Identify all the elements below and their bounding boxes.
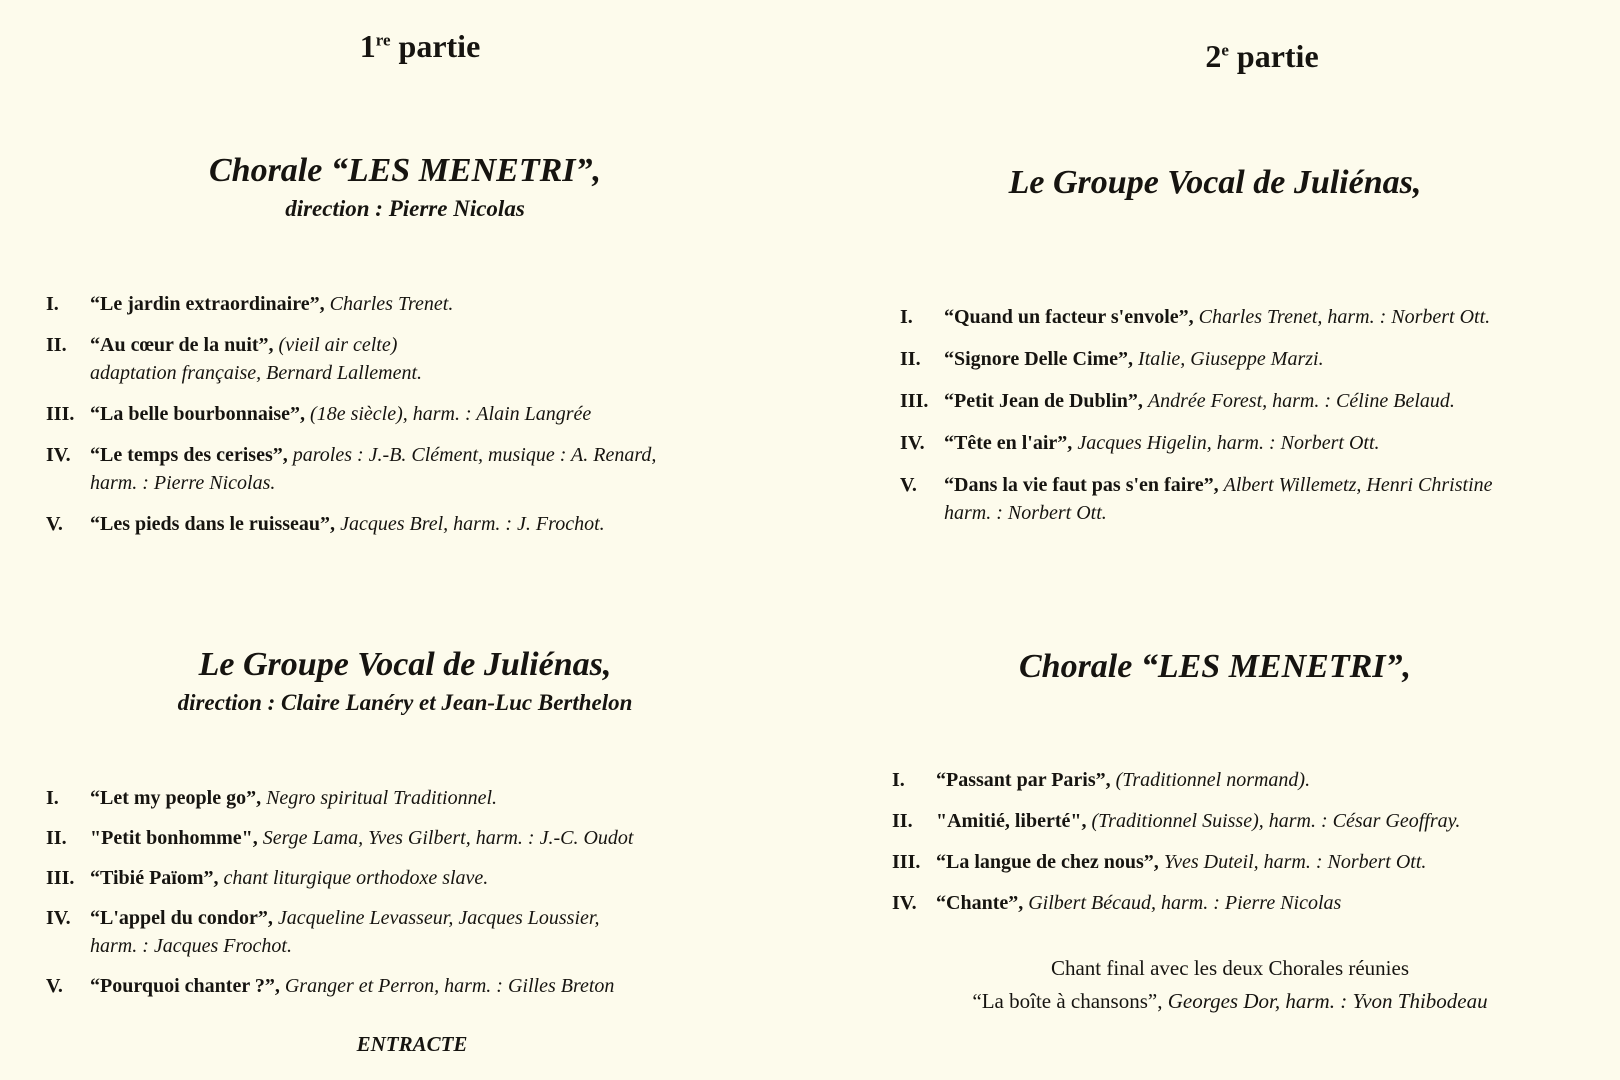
part-one-section-julienas	[0, 646, 810, 716]
program-item: IV. “Chante”, Gilbert Bécaud, harm. : Pierre Nicolas	[892, 892, 1342, 914]
final-song-line: “La boîte à chansons”, Georges Dor, harm. : Yvon Thibodeau	[972, 989, 1488, 1013]
program-item: I. “Passant par Paris”, (Traditionnel normand).	[892, 769, 1311, 791]
program-item: IV. “Le temps des cerises”, paroles : J.-B. Clément, musique : A. Renard, harm. : Pierre Nicolas.	[46, 444, 657, 494]
program-list	[892, 766, 1612, 930]
choir-name: Chorale “LES MENETRI”,	[208, 152, 602, 189]
program-item: V. “Dans la vie faut pas s'en faire”, Albert Willemetz, Henri Christine harm. : Norbert Ott.	[900, 474, 1493, 524]
choir-name: Le Groupe Vocal de Juliénas,	[198, 646, 612, 683]
program-list	[46, 290, 786, 551]
final-song-block	[880, 956, 1580, 1022]
part-one-section-menetri	[0, 152, 810, 222]
program-list	[900, 303, 1610, 541]
part-two-column	[810, 0, 1620, 1080]
choir-name: Le Groupe Vocal de Juliénas,	[1008, 164, 1422, 201]
program-item: I. “Le jardin extraordinaire”, Charles Trenet.	[46, 293, 454, 315]
program-item: I. “Let my people go”, Negro spiritual Traditionnel.	[46, 787, 498, 809]
part-two-section-menetri	[840, 648, 1590, 686]
program-item: V. “Les pieds dans le ruisseau”, Jacques Brel, harm. : J. Frochot.	[46, 513, 605, 535]
part-one-title: 1re partie	[359, 28, 481, 64]
program-item: III. “Tibié Païom”, chant liturgique orthodoxe slave.	[46, 867, 489, 889]
program-item: III. “La langue de chez nous”, Yves Duteil, harm. : Norbert Ott.	[892, 851, 1427, 873]
final-song-heading: Chant final avec les deux Chorales réunies	[1050, 956, 1410, 980]
entracte-label: ENTRACTE	[356, 1032, 468, 1056]
part-two-section-julienas	[840, 164, 1590, 202]
part-two-title: 2e partie	[1205, 38, 1319, 74]
program-item: IV. “Tête en l'air”, Jacques Higelin, harm. : Norbert Ott.	[900, 432, 1380, 454]
program-item: III. “La belle bourbonnaise”, (18e siècle), harm. : Alain Langrée	[46, 403, 592, 425]
program-item: III. “Petit Jean de Dublin”, Andrée Forest, harm. : Céline Belaud.	[900, 390, 1455, 412]
program-item: IV. “L'appel du condor”, Jacqueline Levasseur, Jacques Loussier, harm. : Jacques Frochot.	[46, 907, 600, 957]
choir-direction: direction : Claire Lanéry et Jean-Luc Berthelon	[177, 690, 633, 715]
program-list	[46, 784, 786, 1012]
program-item: II. "Petit bonhomme", Serge Lama, Yves Gilbert, harm. : J.-C. Oudot	[46, 827, 634, 849]
program-item: II. “Signore Delle Cime”, Italie, Giuseppe Marzi.	[900, 348, 1324, 370]
program-item: II. “Au cœur de la nuit”, (vieil air celte) adaptation française, Bernard Lallement.	[46, 334, 423, 384]
program-item: V. “Pourquoi chanter ?”, Granger et Perron, harm. : Gilles Breton	[46, 975, 615, 997]
choir-name: Chorale “LES MENETRI”,	[1018, 648, 1412, 685]
program-item: I. “Quand un facteur s'envole”, Charles Trenet, harm. : Norbert Ott.	[900, 306, 1491, 328]
program-item: II. "Amitié, liberté", (Traditionnel Suisse), harm. : César Geoffray.	[892, 810, 1461, 832]
choir-direction: direction : Pierre Nicolas	[285, 196, 525, 221]
